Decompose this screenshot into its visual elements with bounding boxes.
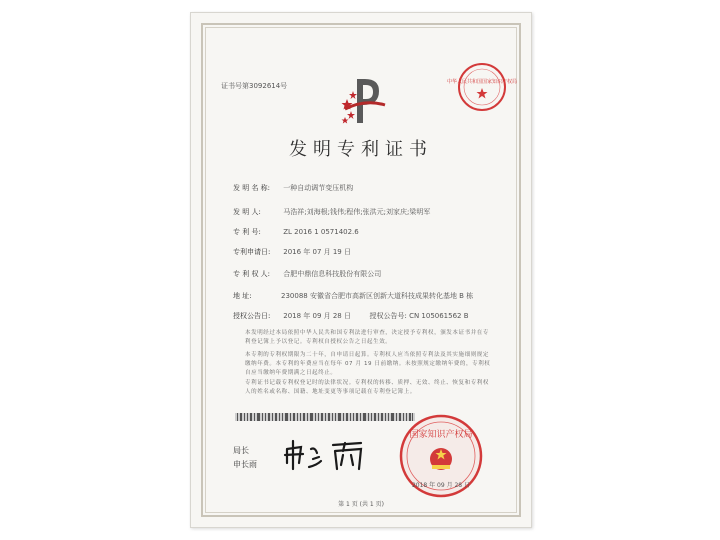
- director-name: 申长雨: [233, 460, 257, 469]
- official-seal-top: [446, 61, 518, 113]
- filing-date-value: 2016 年 07 月 19 日: [283, 248, 351, 256]
- field-inventors: [233, 207, 430, 217]
- paragraph-2: 本专利的专利权期限为二十年，自申请日起算。专利权人应当依照专利法及其实施细则规定缴纳年费。本专利的年费应当在每年 07 月 19 日前缴纳。未按照规定缴纳年费的，专利权自应当缴纳年费期满之日起终止。: [245, 352, 491, 376]
- certificate-sheet: [190, 12, 532, 528]
- field-patentee: [233, 269, 381, 279]
- address-value: 230088 安徽省合肥市高新区创新大道科技成果转化基地 B 栋: [281, 292, 474, 300]
- grant-date-value: 2018 年 09 月 28 日: [283, 312, 351, 320]
- seal-top-text: 中华人民共和国国家知识产权局: [446, 79, 518, 85]
- address-label: 地 址:: [233, 292, 252, 300]
- field-address: [233, 291, 281, 301]
- official-seal-bottom: [396, 411, 486, 501]
- director-label: 局长: [233, 446, 249, 455]
- seal-bottom-text: 国家知识产权局: [409, 430, 473, 440]
- patent-number-value: ZL 2016 1 0571402.6: [283, 228, 359, 236]
- patent-office-emblem-icon: [335, 69, 395, 129]
- grant-number-value: CN 105061562 B: [409, 312, 469, 320]
- filing-date-label: 专利申请日:: [233, 248, 271, 256]
- director-signature: [281, 435, 371, 475]
- field-invention-name: [233, 183, 353, 193]
- inventors-value: 马浩祥;刘海根;钱伟;程伟;张洪元;刘家庆;梁明军: [283, 208, 431, 216]
- certificate-number: 证书号第3092614号: [221, 82, 288, 90]
- page-footer: 第 1 页 (共 1 页): [338, 501, 384, 508]
- paragraph-3: 专利证书记载专利权登记时的法律状况。专利权的转移、质押、无效、终止、恢复和专利权人的姓名或名称、国籍、地址变更等事项记载在专利登记簿上。: [245, 380, 490, 395]
- inventors-label: 发 明 人:: [233, 208, 261, 216]
- field-filing-date: [233, 247, 351, 257]
- patent-number-label: 专 利 号:: [233, 228, 261, 236]
- invention-name-value: 一种自动调节变压机构: [283, 184, 354, 192]
- patentee-label: 专 利 权 人:: [233, 270, 271, 278]
- field-grant: [233, 311, 469, 321]
- barcode: [235, 413, 415, 421]
- patentee-value: 合肥中鼎信息科技股份有限公司: [283, 270, 382, 278]
- page-title: 发明专利证书: [289, 139, 433, 160]
- paragraph-1: 本发明经过本局依照中华人民共和国专利法进行审查，决定授予专利权，颁发本证书并在专利登记簿上予以登记。专利权自授权公告之日起生效。: [245, 330, 490, 345]
- grant-date-label: 授权公告日:: [233, 312, 271, 320]
- grant-number-label: 授权公告号:: [369, 312, 407, 320]
- seal-date: 2018 年 09 月 28 日: [411, 482, 471, 489]
- field-patent-number: [233, 227, 359, 237]
- invention-name-label: 发 明 名 称:: [233, 184, 271, 192]
